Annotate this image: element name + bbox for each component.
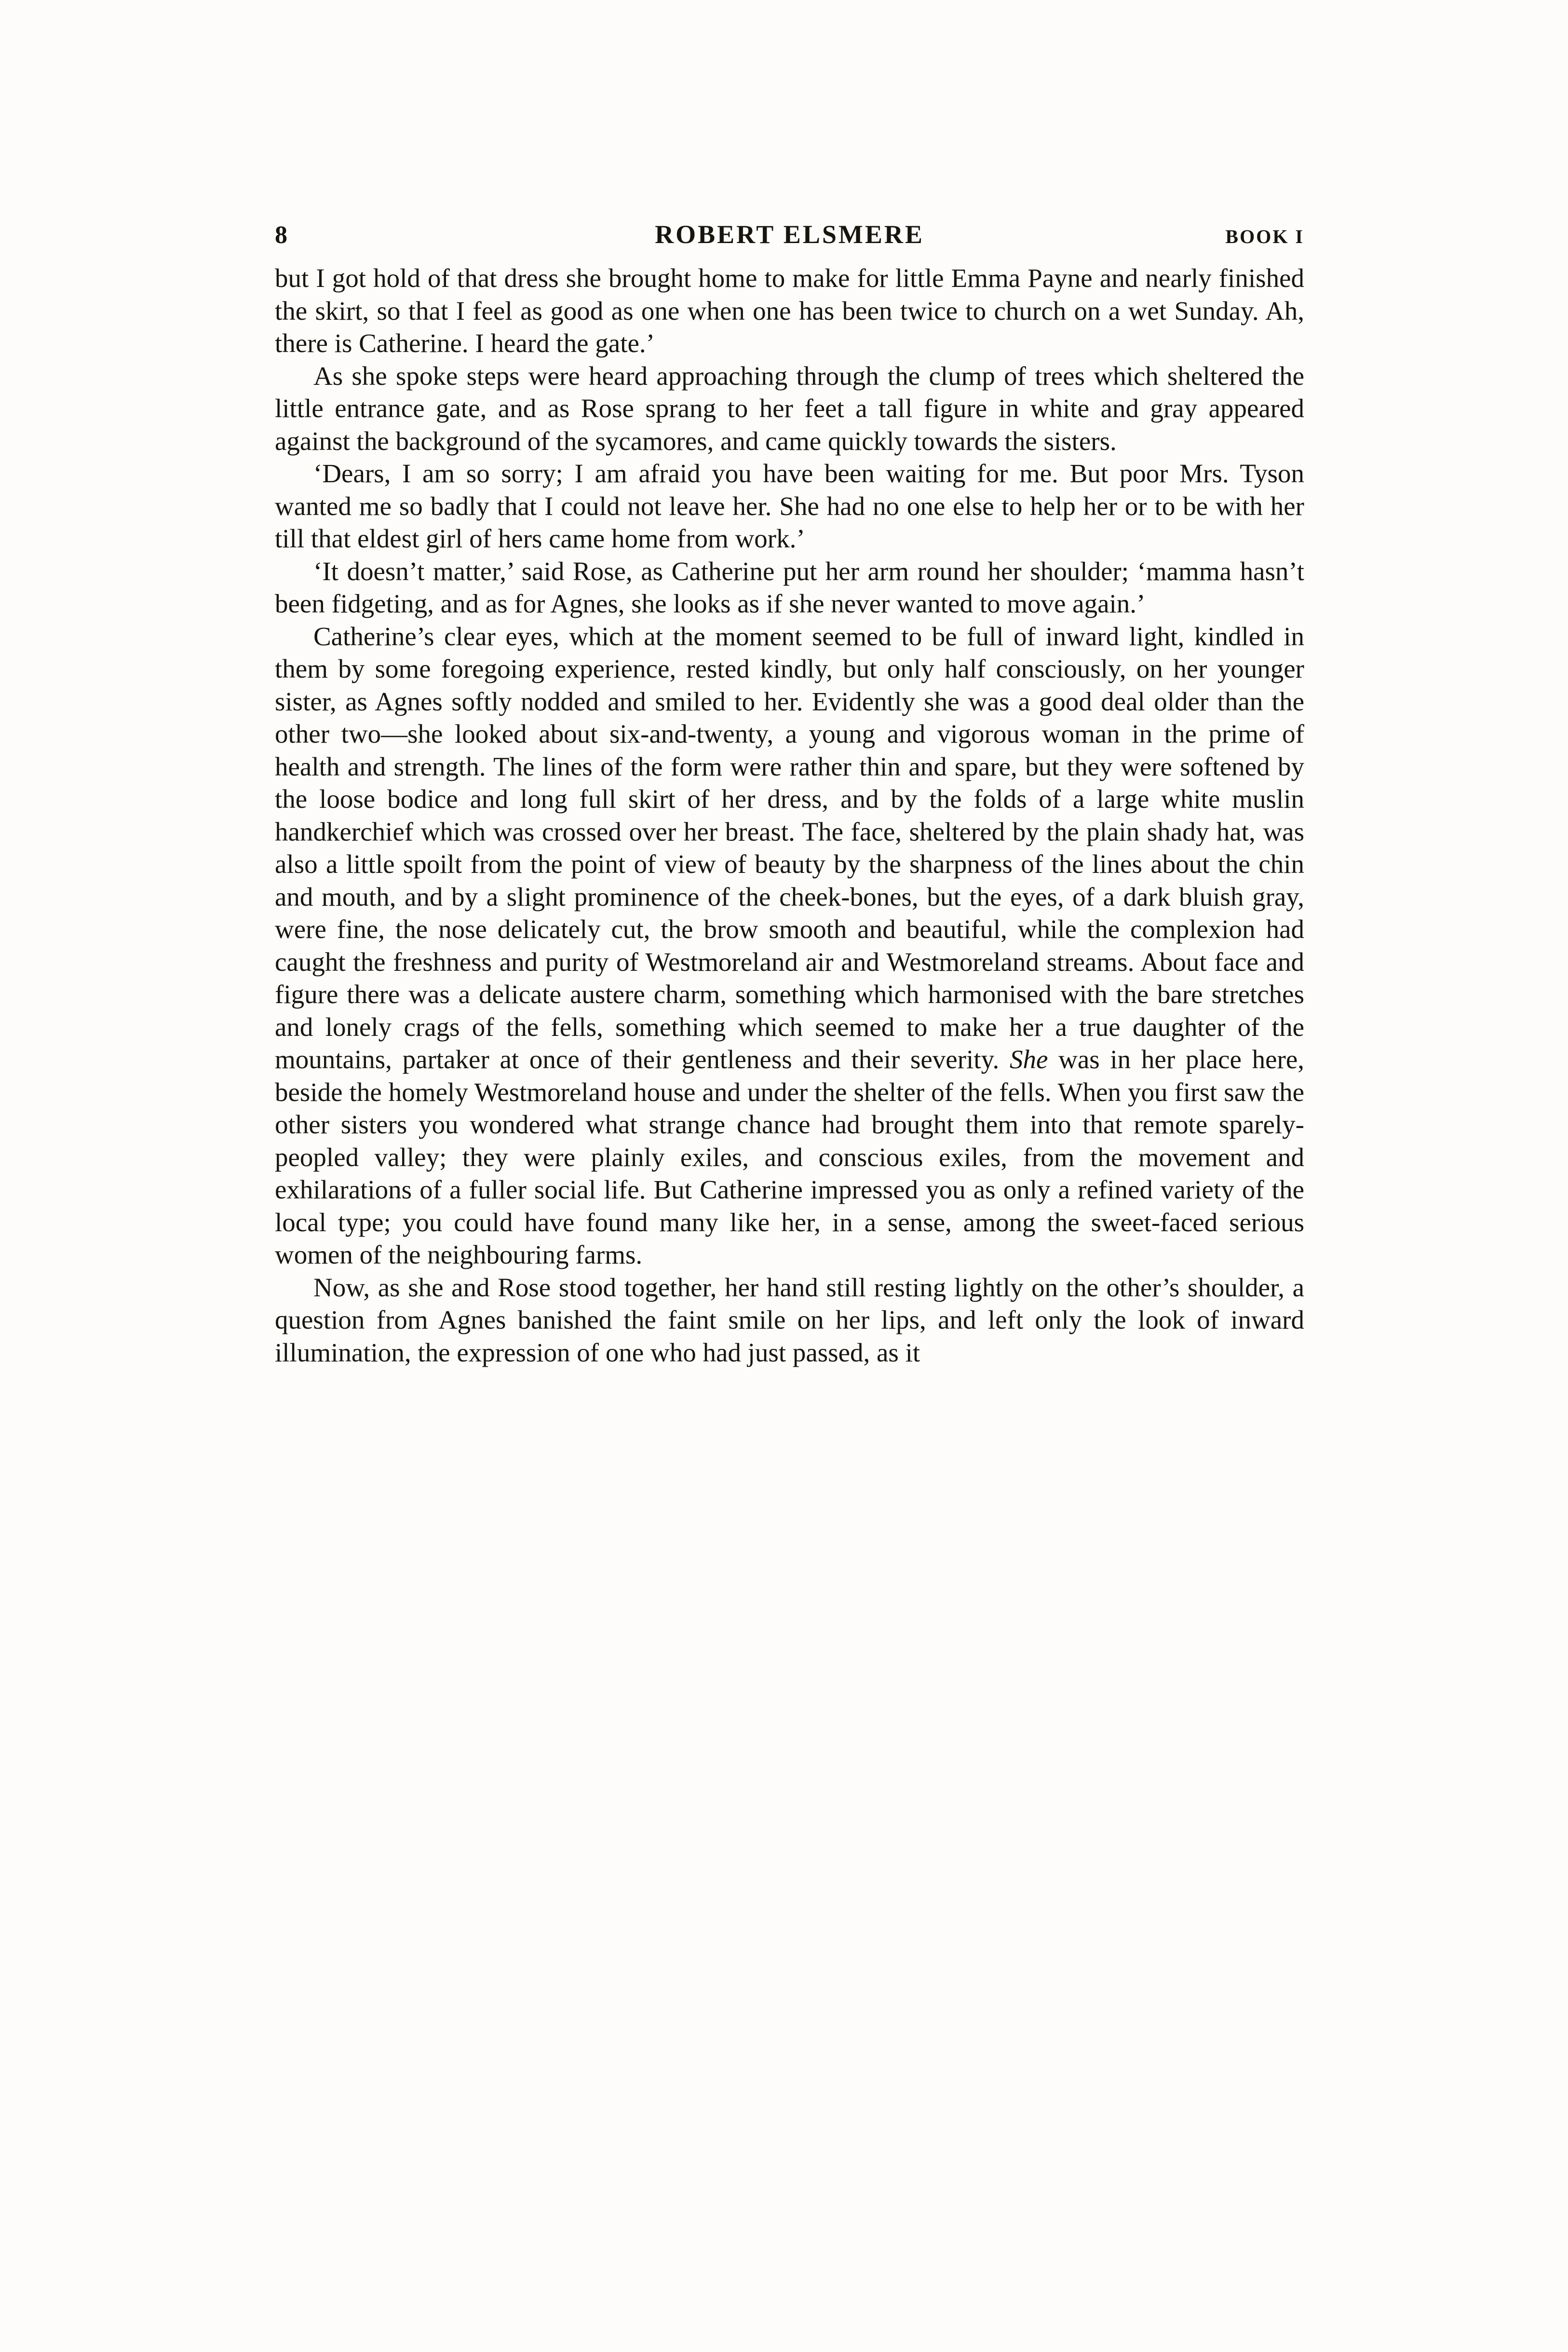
page-number: 8 xyxy=(275,221,288,249)
paragraph: As she spoke steps were heard approaching through the clump of trees which sheltered the little entrance gate, and as Rose sprang to her feet a tall figure in white and gray appeared against the background of the sycamores, and came quickly towards the sisters. xyxy=(275,361,1304,456)
book-page xyxy=(275,219,1304,1369)
book-chapter-label: BOOK I xyxy=(1225,226,1304,247)
paragraph xyxy=(275,620,1304,1271)
paragraph-text: was in her place here, beside the homely Westmoreland house and under the shelter of the fells. When you first saw the other sisters you wondered what strange chance had brought them into that remote sparely-peopled valley; they were plainly exiles, and conscious exiles, from the movement and exhilarations of a fuller social life. But Catherine impressed you as only a refined variety of the local type; you could have found many like her, in a sense, among the sweet-faced serious women of the neighbouring farms. xyxy=(275,1045,1304,1269)
italic-word: She xyxy=(1010,1045,1048,1074)
page-header xyxy=(275,219,1304,249)
paragraph: Now, as she and Rose stood together, her hand still resting lightly on the other’s shoulder, a question from Agnes banished the faint smile on her lips, and left only the look of inward illumination, the expression of one who had just passed, as it xyxy=(275,1272,1304,1367)
page-body xyxy=(275,262,1304,1369)
paragraph: but I got hold of that dress she brought home to make for little Emma Payne and nearly finished the skirt, so that I feel as good as one when one has been twice to church on a wet Sunday. Ah, there is Catherine. I heard the gate.’ xyxy=(275,263,1304,358)
paragraph-text: Catherine’s clear eyes, which at the moment seemed to be full of inward light, kindled in them by some foregoing experience, rested kindly, but only half consciously, on her younger sister, as Agnes softly nodded and smiled to her. Evidently she was a good deal older than the other two—she looked about six-and-twenty, a young and vigorous woman in the prime of health and strength. The lines of the form were rather thin and spare, but they were softened by the loose bodice and long full skirt of her dress, and by the folds of a large white muslin handkerchief which was crossed over her breast. The face, sheltered by the plain shady hat, was also a little spoilt from the point of view of beauty by the sharpness of the lines about the chin and mouth, and by a slight prominence of the cheek-bones, but the eyes, of a dark bluish gray, were fine, the nose delicately cut, the brow smooth and beautiful, while the complexion had caught the freshness and purity of Westmoreland air and Westmoreland streams. About face and figure there was a delicate austere charm, something which harmonised with the bare stretches and lonely crags of the fells, something which seemed to make her a true daughter of the mountains, partaker at once of their gentleness and their severity. xyxy=(275,621,1304,1074)
paragraph: ‘It doesn’t matter,’ said Rose, as Catherine put her arm round her shoulder; ‘mamma hasn’t been fidgeting, and as for Agnes, she looks as if she never wanted to move again.’ xyxy=(275,556,1304,618)
running-title: ROBERT ELSMERE xyxy=(655,220,924,249)
paragraph: ‘Dears, I am so sorry; I am afraid you have been waiting for me. But poor Mrs. Tyson wanted me so badly that I could not leave her. She had no one else to help her or to be with her till that eldest girl of hers came home from work.’ xyxy=(275,459,1304,553)
